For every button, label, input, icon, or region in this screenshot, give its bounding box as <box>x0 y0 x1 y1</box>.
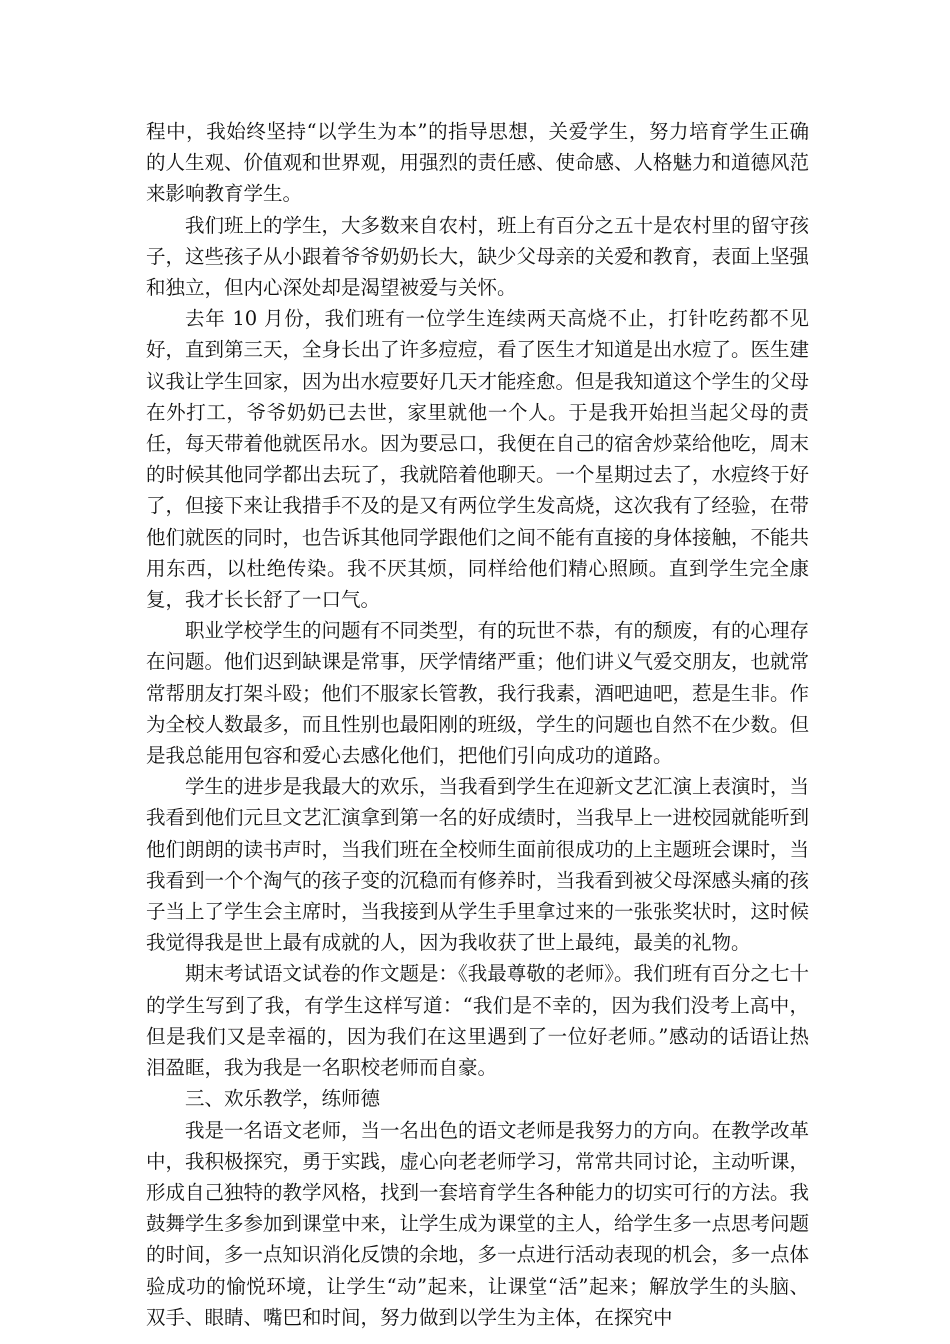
section-heading: 三、欢乐教学，练师德 <box>185 1087 381 1111</box>
paragraph-2: 我们班上的学生，大多数来自农村，班上有百分之五十是农村里的留守孩子，这些孩子从小跟着爷爷奶奶长大，缺少父母亲的关爱和教育，表面上坚强和独立，但内心深处却是渴望被爱与关怀。 <box>146 213 810 300</box>
paragraph-1: 程中，我始终坚持“以学生为本”的指导思想，关爱学生，努力培育学生正确的人生观、价值观和世界观，用强烈的责任感、使命感、人格魅力和道德风范来影响教育学生。 <box>146 120 810 206</box>
paragraph-4: 职业学校学生的问题有不同类型，有的玩世不恭，有的颓废，有的心理存在问题。他们迟到缺课是常事，厌学情绪严重；他们讲义气爱交朋友，也就常常帮朋友打架斗殴；他们不服家长管教，我行我素，酒吧迪吧，惹是生非。作为全校人数最多，而且性别也最阳刚的班级，学生的问题也自然不在少数。但是我总能用包容和爱心去感化他们，把他们引向成功的道路。 <box>146 619 810 768</box>
paragraph-5: 学生的进步是我最大的欢乐，当我看到学生在迎新文艺汇演上表演时，当我看到他们元旦文艺汇演拿到第一名的好成绩时，当我早上一进校园就能听到他们朗朗的读书声时，当我们班在全校师生面前很成功的上主题班会课时，当我看到一个个淘气的孩子变的沉稳而有修养时，当我看到被父母深感头痛的孩子当上了学生会主席时，当我接到从学生手里拿过来的一张张奖状时，这时候我觉得我是世上最有成就的人，因为我收获了世上最纯，最美的礼物。 <box>146 775 810 955</box>
paragraph-3: 去年 10 月份，我们班有一位学生连续两天高烧不止，打针吃药都不见好，直到第三天，全身长出了许多痘痘，看了医生才知道是出水痘了。医生建议我让学生回家，因为出水痘要好几天才能痊愈。但是我知道这个学生的父母在外打工，爷爷奶奶已去世，家里就他一个人。于是我开始担当起父母的责任，每天带着他就医吊水。因为要忌口，我便在自己的宿舍炒菜给他吃，周末的时候其他同学都出去玩了，我就陪着他聊天。一个星期过去了，水痘终于好了，但接下来让我措手不及的是又有两位学生发高烧，这次我有了经验，在带他们就医的同时，也告诉其他同学跟他们之间不能有直接的身体接触，不能共用东西，以杜绝传染。我不厌其烦，同样给他们精心照顾。直到学生完全康复，我才长长舒了一口气。 <box>146 307 810 612</box>
paragraph-7: 我是一名语文老师，当一名出色的语文老师是我努力的方向。在教学改革中，我积极探究，勇于实践，虚心向老老师学习，常常共同讨论，主动听课，形成自己独特的教学风格，找到一套培育学生各种能力的切实可行的方法。我鼓舞学生多参加到课堂中来，让学生成为课堂的主人，给学生多一点思考问题的时间，多一点知识消化反馈的余地，多一点进行活动表现的机会，多一点体验成功的愉悦环境，让学生“动”起来，让课堂“活”起来；解放学生的头脑、双手、眼睛、嘴巴和时间，努力做到以学生为主体，在探究中 <box>146 1118 810 1329</box>
paragraph-6: 期末考试语文试卷的作文题是：《我最尊敬的老师》。我们班有百分之七十的学生写到了我，有学生这样写道：“我们是不幸的，因为我们没考上高中，但是我们又是幸福的，因为我们在这里遇到了一位好老师。”感动的话语让热泪盈眶，我为我是一名职校老师而自豪。 <box>146 962 810 1080</box>
document-body <box>146 116 809 1333</box>
